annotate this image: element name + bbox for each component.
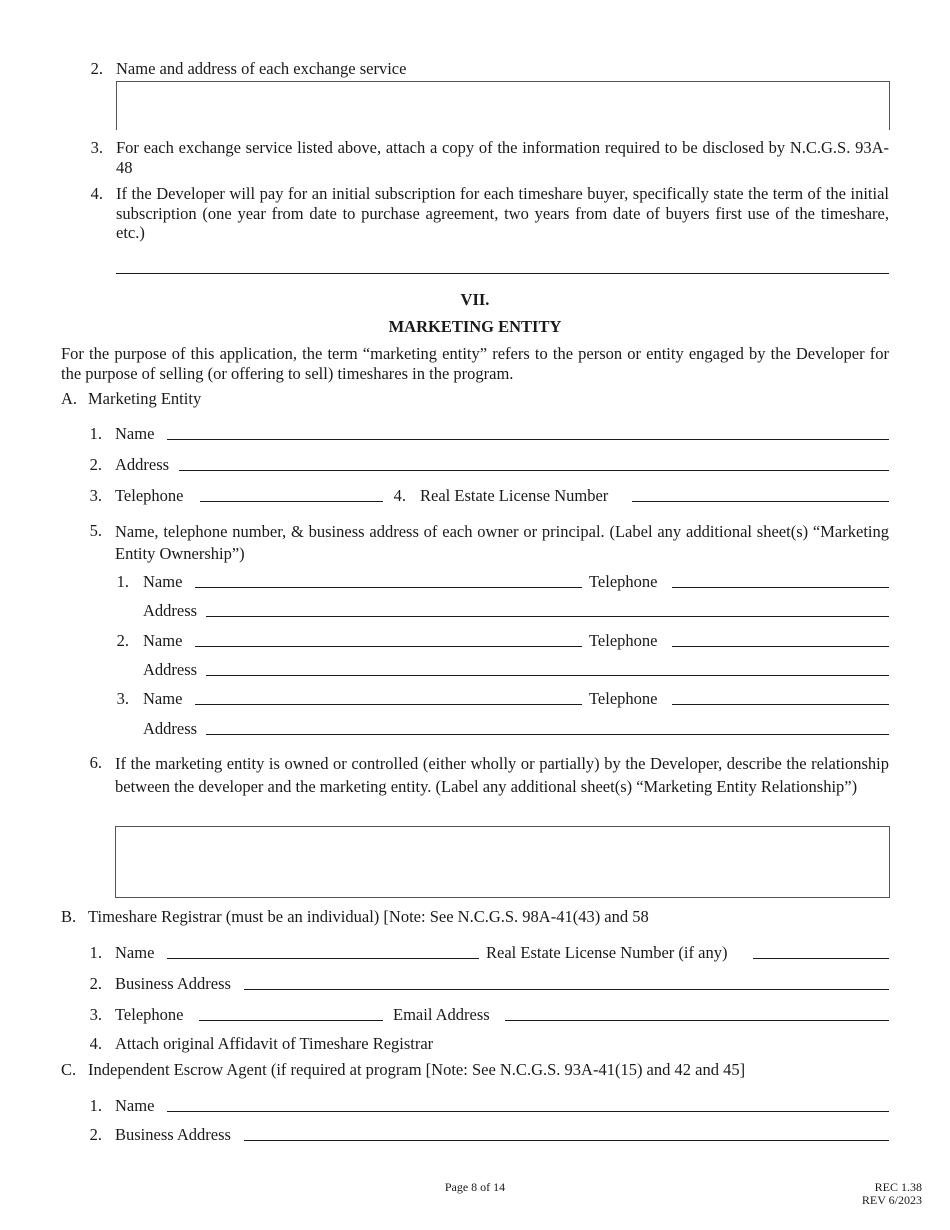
owner-address-label: Address	[143, 660, 198, 679]
affidavit-instruction: Attach original Affidavit of Timeshare Registrar	[115, 1034, 434, 1053]
owner-name-field[interactable]	[195, 587, 582, 588]
owner-telephone-label: Telephone	[589, 572, 658, 591]
part-b-title: Timeshare Registrar (must be an individual) [Note: See N.C.G.S. 98A-41(43) and 58	[88, 907, 649, 926]
item-number: 3.	[90, 138, 103, 157]
owner-name-label: Name	[143, 631, 183, 650]
item-number: 6.	[89, 753, 102, 772]
item-number: 2.	[90, 59, 103, 78]
marketing-address-field[interactable]	[179, 470, 889, 471]
owner-address-label: Address	[143, 601, 198, 620]
owner-telephone-field[interactable]	[672, 646, 889, 647]
owner-name-field[interactable]	[195, 704, 582, 705]
owner-number: 3.	[116, 689, 129, 708]
exchange-service-label: Name and address of each exchange service	[116, 59, 407, 78]
registrar-email-field[interactable]	[505, 1020, 889, 1021]
owner-number: 2.	[116, 631, 129, 650]
item-number: 1.	[89, 1096, 102, 1115]
escrow-business-address-label: Business Address	[115, 1125, 231, 1144]
registrar-name-label: Name	[115, 943, 155, 962]
part-letter: A.	[61, 389, 78, 408]
escrow-business-address-field[interactable]	[244, 1140, 889, 1141]
initial-subscription-text: If the Developer will pay for an initial subscription for each timeshare buyer, specifically state the term of the initial subscription (one year from date to purchase agreement, two years from date of buyers first use of the timeshare, etc.)	[116, 184, 889, 242]
marketing-telephone-label: Telephone	[115, 486, 184, 505]
marketing-license-label: Real Estate License Number	[420, 486, 609, 505]
section-numeral: VII.	[460, 290, 490, 309]
item-number: 4.	[90, 184, 103, 203]
marketing-name-field[interactable]	[167, 439, 889, 440]
owner-name-label: Name	[143, 572, 183, 591]
marketing-address-label: Address	[115, 455, 170, 474]
exchange-service-textbox[interactable]	[116, 81, 890, 130]
initial-subscription-field[interactable]	[116, 273, 889, 274]
registrar-telephone-field[interactable]	[199, 1020, 383, 1021]
marketing-telephone-field[interactable]	[200, 501, 383, 502]
item-number: 1.	[89, 424, 102, 443]
part-letter: C.	[61, 1060, 77, 1079]
item-number: 2.	[89, 455, 102, 474]
item-number: 3.	[89, 1005, 102, 1024]
section-intro: For the purpose of this application, the term “marketing entity” refers to the person or entity engaged by the Developer for the purpose of selling (or offering to sell) timeshares in the program.	[61, 344, 889, 383]
registrar-email-label: Email Address	[393, 1005, 490, 1024]
owner-name-label: Name	[143, 689, 183, 708]
owner-telephone-field[interactable]	[672, 587, 889, 588]
item-number: 4.	[393, 486, 406, 505]
owner-address-label: Address	[143, 719, 198, 738]
part-c-title: Independent Escrow Agent (if required at program [Note: See N.C.G.S. 93A-41(15) and 42 and 45]	[88, 1060, 746, 1079]
owner-telephone-label: Telephone	[589, 689, 658, 708]
registrar-license-field[interactable]	[753, 958, 889, 959]
owner-address-field[interactable]	[206, 675, 889, 676]
registrar-telephone-label: Telephone	[115, 1005, 184, 1024]
owner-name-field[interactable]	[195, 646, 582, 647]
item-number: 4.	[89, 1034, 102, 1053]
relationship-textbox[interactable]	[115, 826, 890, 898]
registrar-business-address-field[interactable]	[244, 989, 889, 990]
escrow-name-field[interactable]	[167, 1111, 889, 1112]
item-number: 3.	[89, 486, 102, 505]
marketing-license-field[interactable]	[632, 501, 889, 502]
owner-address-field[interactable]	[206, 734, 889, 735]
owner-address-field[interactable]	[206, 616, 889, 617]
exchange-disclosure-text: For each exchange service listed above, attach a copy of the information required to be disclosed by N.C.G.S. 93A-48	[116, 138, 889, 177]
part-letter: B.	[61, 907, 77, 926]
escrow-name-label: Name	[115, 1096, 155, 1115]
section-title: MARKETING ENTITY	[388, 317, 562, 336]
owners-instructions: Name, telephone number, & business address of each owner or principal. (Label any additional sheet(s) “Marketing Entity Ownership”)	[115, 522, 889, 563]
owner-number: 1.	[116, 572, 129, 591]
item-number: 2.	[89, 1125, 102, 1144]
registrar-name-field[interactable]	[167, 958, 479, 959]
part-a-title: Marketing Entity	[88, 389, 202, 408]
relationship-instructions: If the marketing entity is owned or controlled (either wholly or partially) by the Developer, describe the relationship between the developer and the marketing entity. (Label any additional sheet(s) “Marketing Entity Relationship”)	[115, 754, 889, 796]
registrar-license-label: Real Estate License Number (if any)	[486, 943, 728, 962]
page-number: Page 8 of 14	[444, 1180, 506, 1194]
marketing-name-label: Name	[115, 424, 155, 443]
item-number: 5.	[89, 521, 102, 540]
owner-telephone-label: Telephone	[589, 631, 658, 650]
form-code: REC 1.38	[874, 1180, 922, 1194]
item-number: 2.	[89, 974, 102, 993]
registrar-business-address-label: Business Address	[115, 974, 231, 993]
item-number: 1.	[89, 943, 102, 962]
form-revision: REV 6/2023	[861, 1193, 922, 1207]
owner-telephone-field[interactable]	[672, 704, 889, 705]
